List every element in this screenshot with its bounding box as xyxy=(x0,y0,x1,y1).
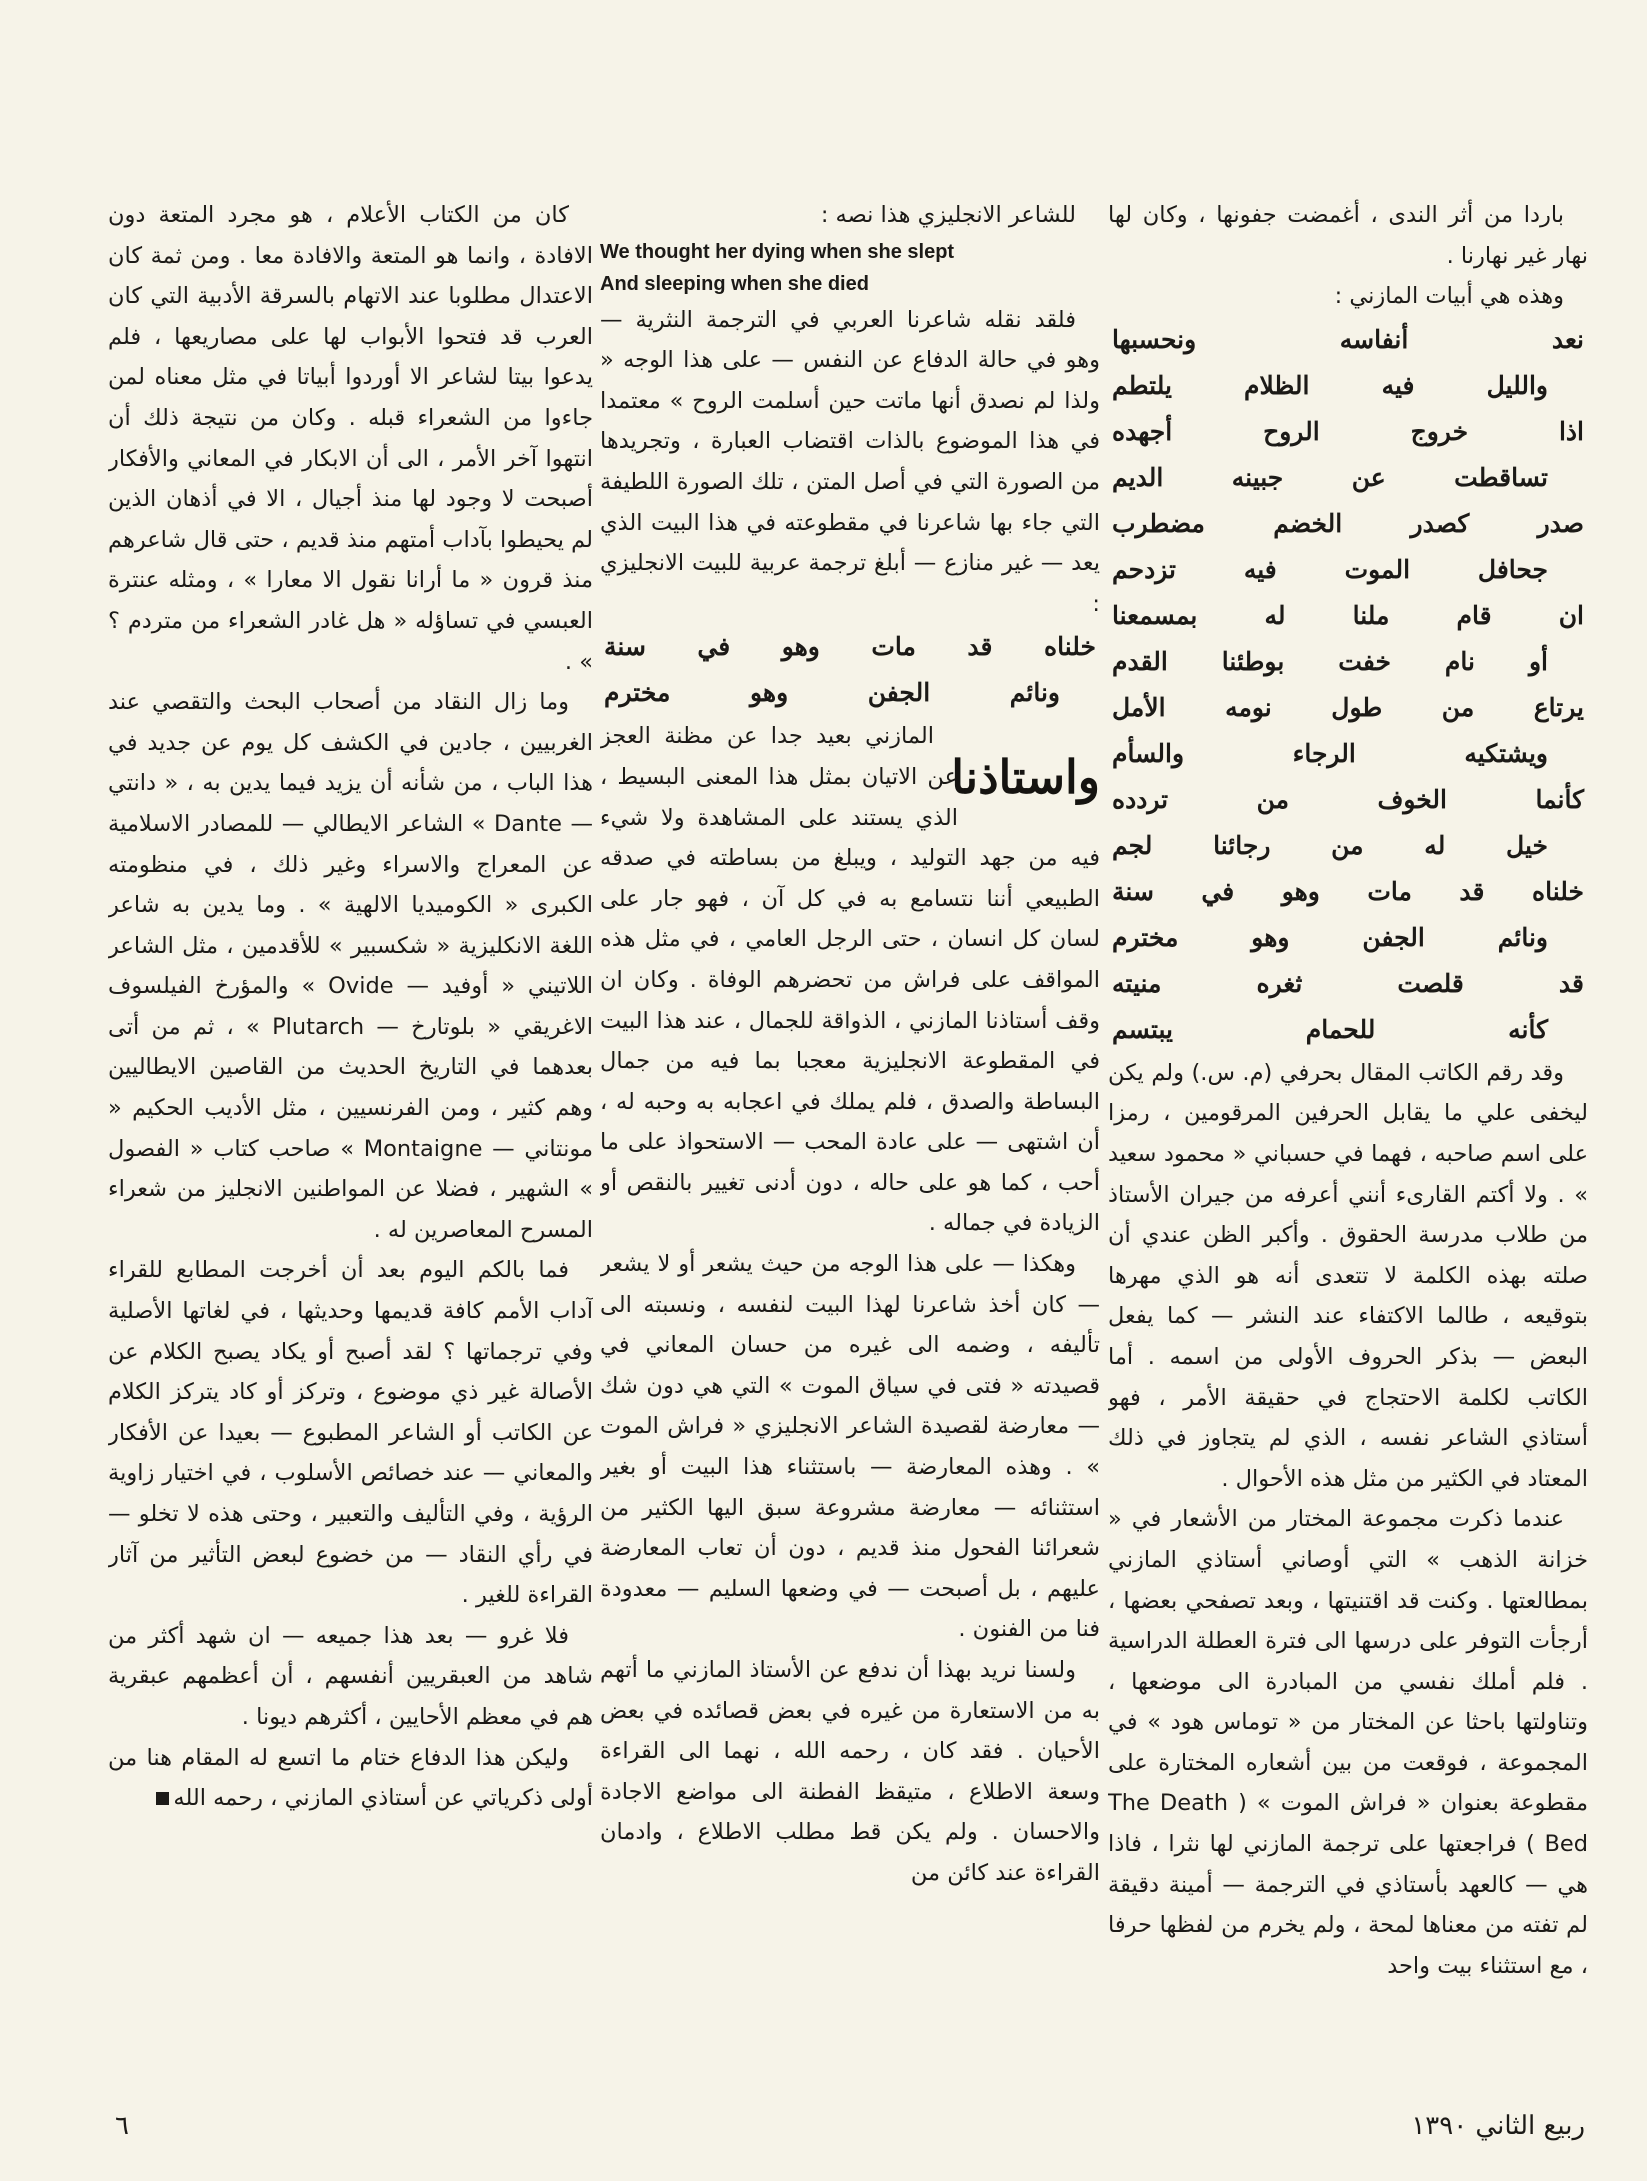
poem-verse: جحافل الموت فيه تزدحم xyxy=(1112,554,1548,584)
poem-verse: ونائم الجفن وهو مخترم xyxy=(1112,922,1548,952)
paragraph: كان من الكتاب الأعلام ، هو مجرد المتعة دون الافادة ، وانما هو المتعة والافادة معا . ومن ثمة كان الاعتدال مطلوبا عند الاتهام بالسرقة الأدبية التي كان العرب قد فتحوا الأبواب لها على مصاريعها ، فلم يدعوا بيتا لشاعر الا أوردوا أبياتا في مثل معناه لمن جاءوا من الشعراء قبله . وكان من نتيجة ذلك أن انتهوا آخر الأمر ، الى أن الابكار في المعاني والأفكار أصبحت لا وجود لها منذ أجيال ، الا في أذهان الذين لم يحيطوا بآداب أمتهم منذ قديم ، حتى قال شاعرهم منذ قرون « ما أرانا نقول الا معارا » ، ومثله عنترة العبسي في تساؤله « هل غادر الشعراء من متردم ؟ » . xyxy=(108,202,593,675)
poem-verse: اذا خروج الروح أجهده xyxy=(1112,416,1584,446)
column-left xyxy=(108,195,593,2050)
poem-verse: ان قام ملنا له بمسمعنا xyxy=(1112,600,1584,630)
column-right xyxy=(1108,195,1588,2050)
english-verse: And sleeping when she died xyxy=(600,272,869,295)
paragraph: باردا من أثر الندى ، أغمضت جفونها ، وكان لها نهار غير نهارنا . xyxy=(1108,202,1588,269)
paragraph-text: وليكن هذا الدفاع ختام ما اتسع له المقام هنا من أولى ذكرياتي عن أستاذي المازني ، رحمه الله xyxy=(108,1744,593,1812)
section-logo: واستاذنا xyxy=(951,750,1100,805)
paragraph: عندما ذكرت مجموعة المختار من الأشعار في « خزانة الذهب » التي أوصاني أستاذي المازني بمطالعتها . وكنت قد اقتنيتها ، وبعد تصفحي بعضها ، أرجأت التوفر على درسها الى فترة العطلة الدراسية . فلم أملك نفسي من المبادرة الى موضعها ، وتناولتها باحثا عن المختار من « توماس هود » في المجموعة ، فوقعت من بين أشعاره المختارة على مقطوعة بعنوان « فراش الموت » ( The Death Bed ) فراجعتها على ترجمة المازني لها نثرا ، فاذا هي — كالعهد بأستاذي في الترجمة — أمينة دقيقة لم تفته من معناها لمحة ، ولم يخرم من لفظها حرفا ، مع استثناء بيت واحد xyxy=(1108,1506,1588,1979)
paragraph: وهكذا — على هذا الوجه من حيث يشعر أو لا يشعر — كان أخذ شاعرنا لهذا البيت لنفسه ، ونسبته الى تأليفه ، وضمه الى غيره من حسان المعاني في قصيدته « فتى في سياق الموت » التي هي دون شك — معارضة لقصيدة الشاعر الانجليزي « فراش الموت » . وهذه المعارضة — باستثناء هذا البيت أو بغير استثنائه — معارضة مشروعة سبق اليها الكثير من شعرائنا الفحول منذ قديم ، دون أن تعاب المعارضة عليهم ، بل أصبحت — في وضعها السليم — معدودة فنا من الفنون . xyxy=(600,1251,1100,1643)
paragraph: للشاعر الانجليزي هذا نصه : xyxy=(820,202,1076,228)
english-verse: We thought her dying when she slept xyxy=(600,240,955,263)
paragraph: فلقد نقله شاعرنا العربي في الترجمة النثرية — وهو في حالة الدفاع عن النفس — على هذا الوجه « ولذا لم نصدق أنها ماتت حين أسلمت الروح » معتمدا في هذا الموضوع بالذات اقتضاب العبارة ، وتجريدها من الصورة التي في أصل المتن ، تلك الصورة اللطيفة التي جاء بها شاعرنا في مقطوعته في هذا البيت الذي يعد — غير منازع — أبلغ ترجمة عربية للبيت الانجليزي : xyxy=(600,306,1100,617)
poem-verse: ويشتكيه الرجاء والسأم xyxy=(1112,738,1548,768)
poem-verse: خلناه قد مات وهو في سنة xyxy=(604,632,1096,662)
poem-verse: كأنما الخوف من تردده xyxy=(1112,784,1584,814)
poem-verse: نعد أنفاسه ونحسبها xyxy=(1112,324,1584,354)
poem-verse: خلناه قد مات وهو في سنة xyxy=(1112,876,1584,906)
issue-date: ربيع الثاني ١٣٩٠ xyxy=(1411,2111,1585,2141)
paragraph: وهذه هي أبيات المازني : xyxy=(1334,283,1564,310)
paragraph: المازني بعيد جدا عن مظنة العجز عن الاتيان بمثل هذا المعنى البسيط ، الذي يستند على المشاهدة ولا شيء فيه من جهد التوليد ، ويبلغ من بساطته في صدقه الطبيعي أننا نتسامع به في كل آن ، فهو جار على لسان كل انسان ، حتى الرجل العامي ، في مثل هذه المواقف على فراش من تحضرهم الوفاة . وكان ان وقف أستاذنا المازني ، الذواقة للجمال ، عند هذا البيت في المقطوعة الانجليزية معجبا بما فيه من جمال البساطة والصدق ، فلم يملك في اعجابه به وحبه له ، أن اشتهى — على عادة المحب — الاستحواذ على ما أحب ، كما هو على حاله ، دون أدنى تغيير بالنقص أو الزيادة في جماله . xyxy=(600,723,1100,1237)
poem-verse: كأنه للحمام يبتسم xyxy=(1112,1014,1548,1044)
poem-verse: تساقطت عن جبينه الديم xyxy=(1112,462,1548,492)
paragraph: وما زال النقاد من أصحاب البحث والتقصي عند الغربيين ، جادين في الكشف كل يوم عن جديد في هذا الباب ، من شأنه أن يزيد فيما يدين به ، « دانتي — Dante » الشاعر الايطالي — للمصادر الاسلامية عن المعراج والاسراء وغير ذلك ، في منظومته الكبرى « الكوميديا الالهية » . وما يدين به شاعر اللغة الانكليزية « شكسبير » للأقدمين ، مثل الشاعر اللاتيني « أوفيد — Ovide » والمؤرخ الفيلسوف الاغريقي « بلوتارخ — Plutarch » ، ثم من أتى بعدهما في التاريخ الحديث من القاصين الايطاليين وهم كثير ، ومن الفرنسيين ، مثل الأديب الحكيم « مونتاني — Montaigne » صاحب كتاب « الفصول » الشهير ، فضلا عن المواطنين الانجليز من شعراء المسرح المعاصرين له . xyxy=(108,689,593,1243)
poem-verse: ونائم الجفن وهو مخترم xyxy=(604,678,1060,708)
poem-block xyxy=(1108,317,1588,1053)
poem-verse: قد قلصت ثغره منيته xyxy=(1112,968,1584,998)
poem-verse: والليل فيه الظلام يلتطم xyxy=(1112,370,1548,400)
end-mark-icon xyxy=(156,1792,169,1805)
column-middle xyxy=(600,195,1100,2050)
paragraph: فلا غرو — بعد هذا جميعه — ان شهد أكثر من شاهد من العبقريين أنفسهم ، أن أعظمهم عبقرية هم في معظم الأحايين ، أكثرهم ديونا . xyxy=(108,1622,593,1730)
page-number: ٦ xyxy=(115,2111,129,2141)
paragraph-final xyxy=(108,1738,593,1819)
poem-verse: يرتاع من طول نومه الأمل xyxy=(1112,692,1584,722)
poem-verse: صدر كصدر الخضم مضطرب xyxy=(1112,508,1584,538)
poem-verse: خيل له من رجائنا لجم xyxy=(1112,830,1548,860)
paragraph: ولسنا نريد بهذا أن ندفع عن الأستاذ المازني ما أتهم به من الاستعارة من غيره في بعض قصائده في بعض الأحيان . فقد كان ، رحمه الله ، نهما الى القراءة وسعة الاطلاع ، متيقظ الفطنة الى مواضع الاجادة والاحسان . ولم يكن قط مطلب الاطلاع ، وادمان القراءة عند كائن من xyxy=(600,1657,1100,1886)
paragraph: وقد رقم الكاتب المقال بحرفي (م. س.) ولم يكن ليخفى علي ما يقابل الحرفين المرقومين ، رمزا على اسم صاحبه ، فهما في حسباني « محمود سعيد » . ولا أكتم القارىء أنني أعرفه من جيران الأستاذ من طلاب مدرسة الحقوق . وأكبر الظن عندي أن صلته بهذه الكلمة لا تتعدى أنه هو الذي مهرها بتوقيعه ، طالما الاكتفاء عند النشر — كما يفعل البعض — بذكر الحروف الأولى من اسمه . أما الكاتب لكلمة الاحتجاج في حقيقة الأمر ، فهو أستاذي الشاعر نفسه ، الذي لم يتجاوز في ذلك المعتاد في الكثير من مثل هذه الأحوال . xyxy=(1108,1059,1588,1492)
paragraph: فما بالكم اليوم بعد أن أخرجت المطابع للقراء آداب الأمم كافة قديمها وحديثها ، في لغاتها الأصلية وفي ترجماتها ؟ لقد أصبح أو يكاد يصبح الكلام عن الأصالة غير ذي موضوع ، وتركز أو كاد يتركز الكلام عن الكاتب أو الشاعر المطبوع — بعيدا عن الأفكار والمعاني — عند خصائص الأسلوب ، في اختيار زاوية الرؤية ، وفي التأليف والتعبير ، وحتى هذه لا تخلو — في رأي النقاد — من خضوع لبعض التأثير من آثار القراءة للغير . xyxy=(108,1257,593,1609)
poem-verse: أو نام خفت بوطئنا القدم xyxy=(1112,646,1548,676)
